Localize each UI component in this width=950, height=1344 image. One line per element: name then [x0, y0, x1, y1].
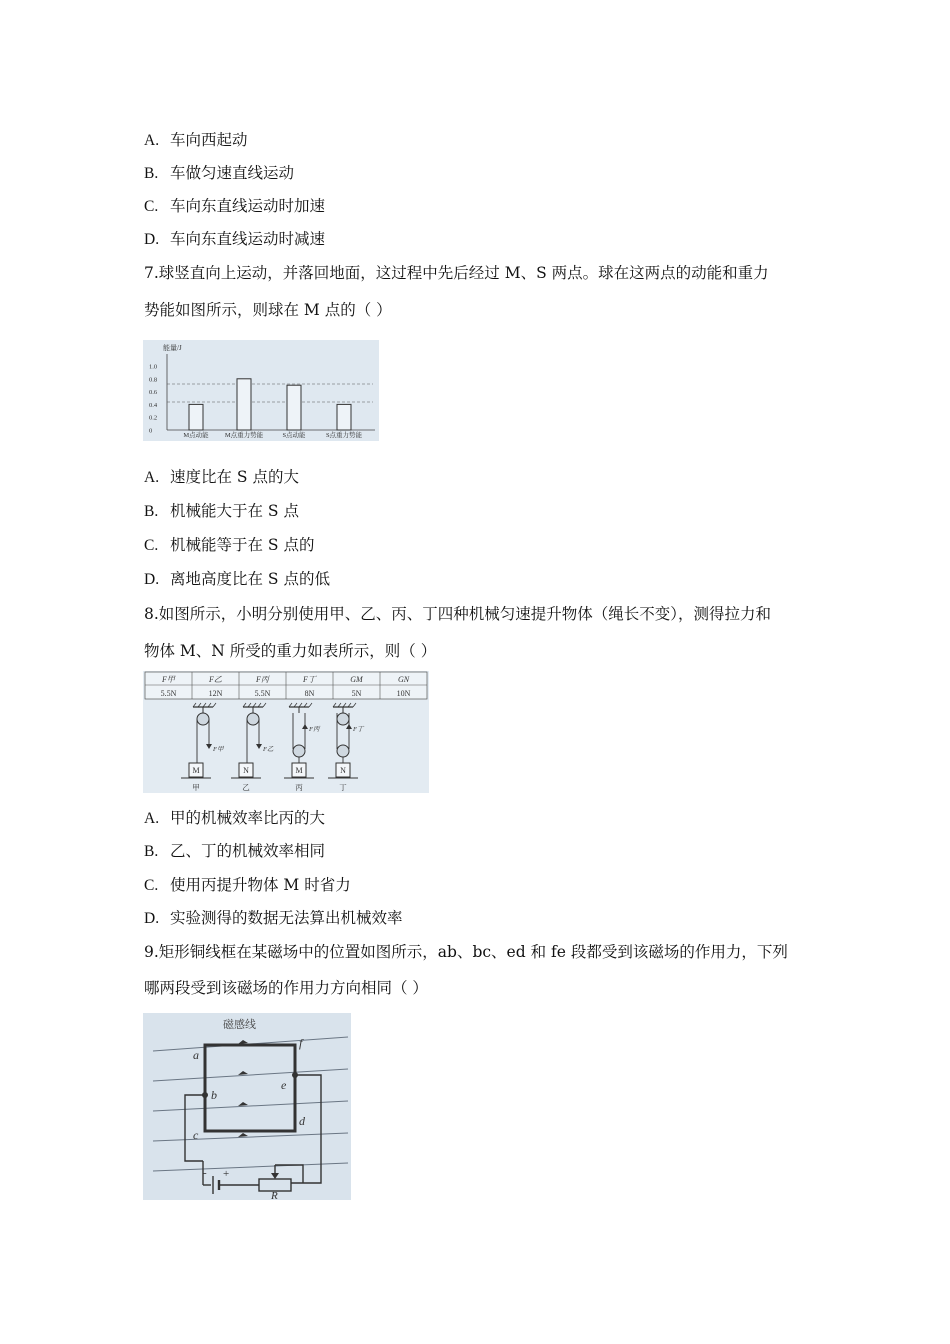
q9-stem-line1: 9.矩形铜线框在某磁场中的位置如图所示，ab、bc、ed 和 fe 段都受到该磁场的作用力，下列 — [144, 943, 788, 961]
fixed-pulley — [197, 713, 209, 725]
option-text: 车向西起动 — [170, 131, 248, 149]
table-value: 5N — [351, 689, 362, 698]
q8-stem-line1: 8.如图所示，小明分别使用甲、乙、丙、丁四种机械匀速提升物体（绳长不变），测得拉力和 — [144, 605, 772, 623]
block-label: M — [192, 766, 200, 775]
q7-option-b[interactable] — [144, 499, 299, 521]
pulley-machine — [231, 703, 274, 792]
field-line — [153, 1101, 348, 1111]
y-tick-label: 0.2 — [149, 414, 158, 422]
option-text: 速度比在 S 点的大 — [170, 468, 299, 486]
block-label: N — [243, 766, 249, 775]
option-text: 机械能大于在 S 点 — [170, 502, 299, 520]
table-value: 12N — [208, 689, 223, 698]
option-text: 离地高度比在 S 点的低 — [170, 570, 330, 588]
machine-name: 乙 — [242, 783, 250, 792]
energy-bar — [287, 385, 301, 430]
option-letter: C. — [144, 198, 159, 215]
label-d: d — [299, 1114, 305, 1128]
energy-bar — [189, 404, 203, 430]
table-header: F丁 — [303, 675, 316, 684]
field-lines-title: 磁感线 — [223, 1019, 256, 1031]
category-label: S点动能 — [282, 432, 306, 439]
machine-name: 丙 — [295, 783, 303, 792]
option-text: 车向东直线运动时减速 — [170, 230, 326, 248]
y-tick-label: 0.4 — [149, 401, 158, 409]
movable-pulley — [337, 745, 349, 757]
table-header: GN — [397, 675, 410, 684]
pulley-machine — [328, 703, 365, 792]
table-value: 10N — [396, 689, 411, 698]
option-letter: A. — [144, 810, 160, 827]
option-letter: C. — [144, 877, 159, 894]
rheostat-slider-arrow — [271, 1173, 279, 1179]
label-a: a — [193, 1048, 199, 1062]
y-tick-label: 0.6 — [149, 389, 158, 397]
pulley-machine — [284, 703, 321, 792]
fixed-pulley — [337, 713, 349, 725]
force-arrow — [206, 744, 212, 749]
ceiling-hatch — [213, 703, 216, 707]
label-plus: + — [223, 1168, 230, 1180]
field-line — [153, 1133, 348, 1141]
option-letter: B. — [144, 843, 159, 860]
table-header: F甲 — [162, 675, 175, 684]
pulley-machine — [181, 703, 225, 792]
field-arrow — [238, 1071, 248, 1075]
force-label: F丙 — [309, 726, 320, 733]
q9-magnetic-field-figure — [143, 1013, 351, 1200]
q7-option-d[interactable] — [144, 567, 330, 589]
q9-stem-line2: 哪两段受到该磁场的作用力方向相同（ ） — [144, 979, 428, 997]
y-tick-label: 0 — [149, 427, 153, 435]
q8-option-d[interactable] — [144, 906, 403, 928]
machine-name: 丁 — [339, 783, 347, 792]
junction-dot-b — [202, 1092, 208, 1098]
table-header: F乙 — [209, 675, 222, 684]
option-letter: D. — [144, 571, 160, 588]
table-value: 8N — [304, 689, 315, 698]
category-label: M点动能 — [183, 432, 209, 439]
force-arrow — [256, 744, 262, 749]
category-label: M点重力势能 — [224, 432, 264, 439]
chart-ylabel: 能量/J — [163, 344, 182, 352]
table-value: 5.5N — [160, 689, 177, 698]
option-text: 乙、丁的机械效率相同 — [170, 842, 326, 860]
option-text: 机械能等于在 S 点的 — [170, 536, 315, 554]
label-minus: - — [203, 1167, 207, 1179]
field-line — [153, 1163, 348, 1171]
option-text: 甲的机械效率比丙的大 — [170, 809, 326, 827]
q8-option-a[interactable] — [144, 806, 325, 828]
label-b: b — [211, 1088, 217, 1102]
category-label: S点重力势能 — [325, 432, 363, 439]
field-arrow — [238, 1133, 248, 1137]
label-e: e — [281, 1078, 287, 1092]
energy-bar — [337, 404, 351, 430]
ceiling-hatch — [309, 703, 312, 707]
table-value: 5.5N — [254, 689, 271, 698]
force-label: F丁 — [353, 726, 364, 733]
option-text: 实验测得的数据无法算出机械效率 — [170, 909, 403, 927]
energy-bar — [237, 379, 251, 430]
q6-option-d[interactable] — [144, 227, 325, 249]
option-text: 车向东直线运动时加速 — [170, 197, 326, 215]
machine-name: 甲 — [192, 783, 200, 792]
block-label: M — [295, 766, 303, 775]
q7-stem-line1: 7.球竖直向上运动，并落回地面，这过程中先后经过 M、S 两点。球在这两点的动能和重力 — [144, 264, 769, 282]
force-label: F乙 — [263, 746, 274, 753]
q6-option-a[interactable] — [144, 128, 248, 150]
label-r: R — [271, 1190, 278, 1200]
q8-option-b[interactable] — [144, 839, 325, 861]
y-tick-label: 0.8 — [149, 376, 158, 384]
option-letter: C. — [144, 537, 159, 554]
option-letter: A. — [144, 469, 160, 486]
q7-option-c[interactable] — [144, 533, 314, 555]
ceiling-hatch — [353, 703, 356, 707]
option-letter: A. — [144, 132, 160, 149]
movable-pulley — [293, 745, 305, 757]
force-arrow — [302, 724, 308, 729]
label-f: f — [299, 1036, 303, 1050]
q8-pulley-figure — [143, 671, 429, 793]
option-letter: B. — [144, 503, 159, 520]
ceiling-hatch — [263, 703, 266, 707]
q7-stem-line2: 势能如图所示，则球在 M 点的（ ） — [144, 301, 392, 319]
field-arrow — [238, 1102, 248, 1106]
label-c: c — [193, 1128, 199, 1142]
q8-option-c[interactable] — [144, 873, 351, 895]
fixed-pulley — [247, 713, 259, 725]
q6-option-b[interactable] — [144, 161, 294, 183]
force-label: F甲 — [213, 746, 224, 753]
option-text: 使用丙提升物体 M 时省力 — [170, 876, 351, 894]
circuit-wire — [275, 1165, 303, 1183]
option-letter: D. — [144, 910, 160, 927]
table-header: F丙 — [256, 675, 269, 684]
junction-dot-e — [292, 1072, 298, 1078]
option-letter: B. — [144, 165, 159, 182]
q8-stem-line2: 物体 M、N 所受的重力如表所示，则（ ） — [144, 642, 437, 660]
field-arrow — [238, 1040, 248, 1044]
q7-energy-chart — [143, 340, 379, 441]
y-tick-label: 1.0 — [149, 363, 158, 371]
table-header: GM — [350, 675, 363, 684]
force-arrow — [346, 724, 352, 729]
option-letter: D. — [144, 231, 160, 248]
q6-option-c[interactable] — [144, 194, 325, 216]
option-text: 车做匀速直线运动 — [170, 164, 295, 182]
block-label: N — [340, 766, 346, 775]
q7-option-a[interactable] — [144, 465, 299, 487]
